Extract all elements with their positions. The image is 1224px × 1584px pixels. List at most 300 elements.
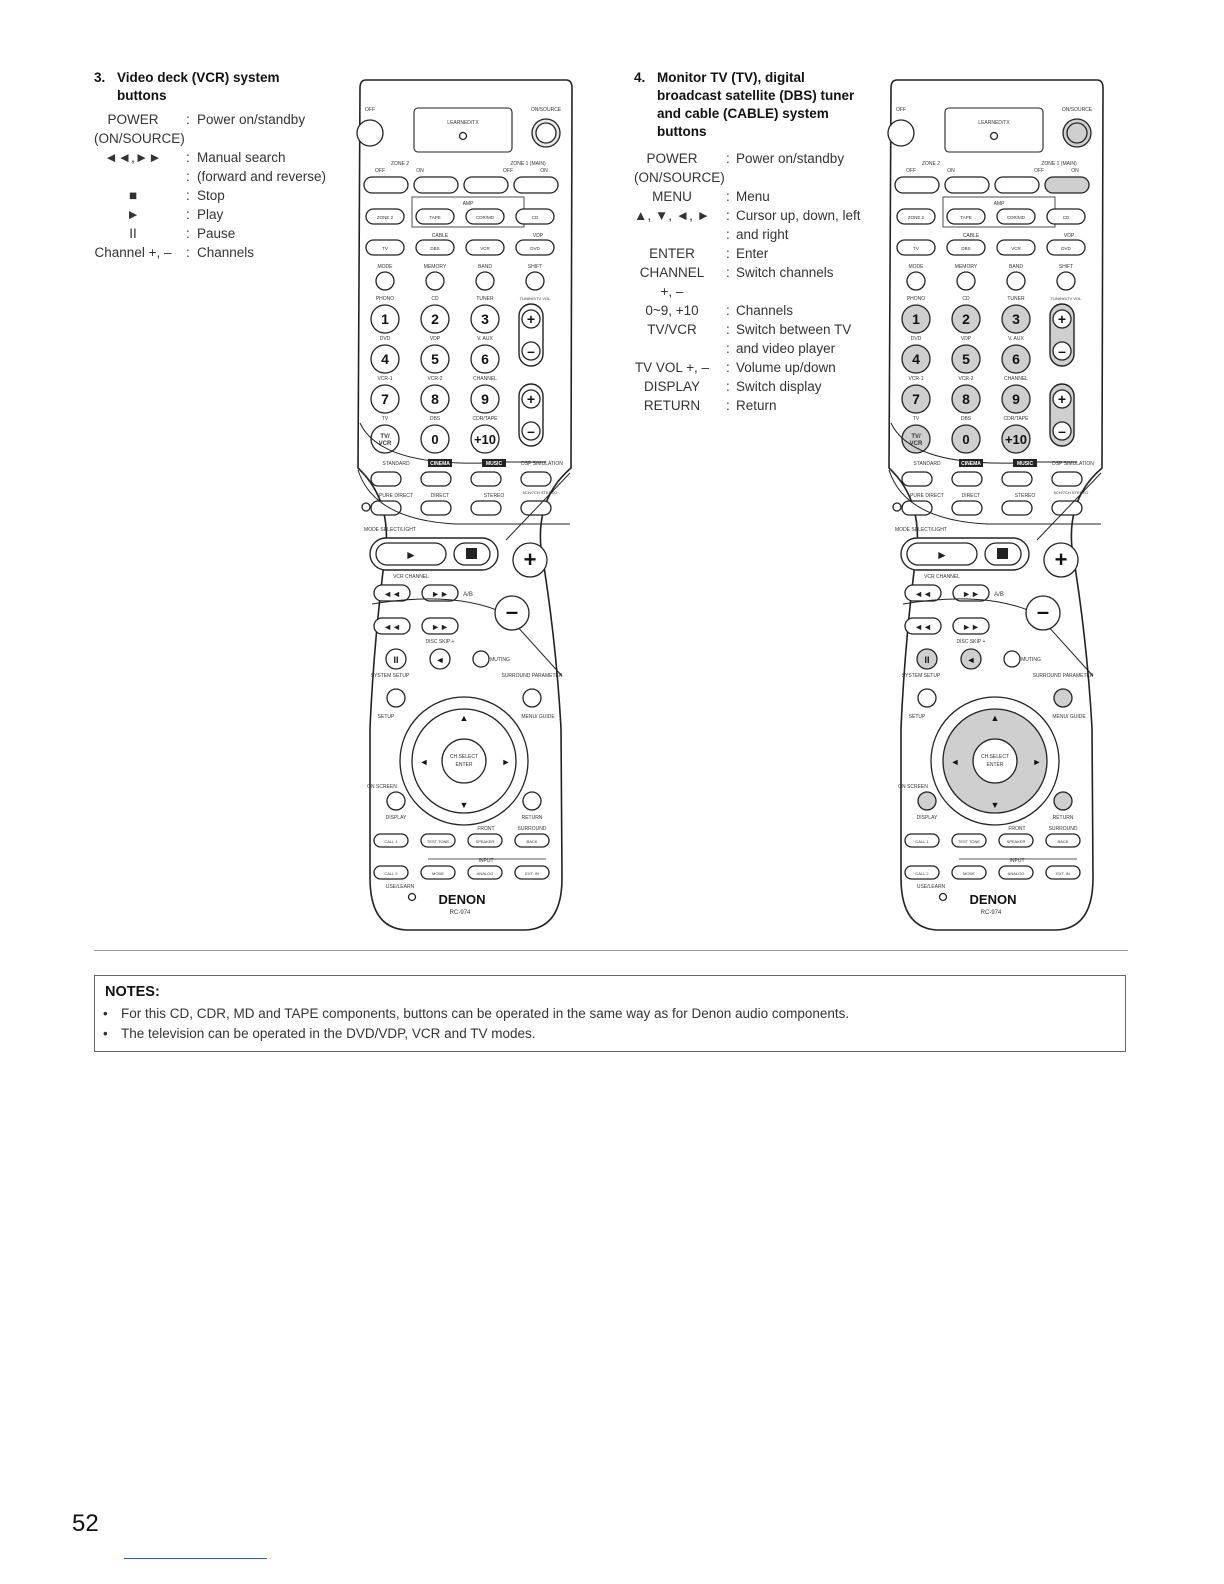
standard-label: STANDARD (382, 461, 410, 467)
colon: : (186, 169, 190, 184)
digit-label: 8 (431, 391, 439, 407)
button-key: DISPLAY (643, 379, 701, 394)
on-source-label: ON/SOURCE (1061, 107, 1093, 113)
function-button-label: MODE (963, 871, 975, 876)
on-source-inner (1067, 123, 1087, 143)
off-button-icon (357, 120, 383, 146)
system-setup-label: SYSTEM SETUP (370, 673, 410, 679)
zone-on-label: ON (416, 168, 424, 174)
button-key: MENU (652, 189, 692, 204)
volume-plus-label: + (523, 547, 537, 572)
function-button-label: TEST TONE (426, 839, 450, 844)
enter-button (973, 739, 1017, 783)
function-button-label: ANALOG (476, 871, 494, 876)
pause-icon: II (924, 655, 930, 665)
ch-select-label: CH.SELECT (980, 754, 1010, 760)
tv-vcr-label: TV/ (380, 434, 390, 440)
row-label: SHIFT (1058, 264, 1074, 270)
disc-skip-label: DISC SKIP + (425, 639, 455, 645)
colon: : (726, 265, 730, 280)
muting-label: MUTING (1021, 657, 1041, 663)
row-label: DVD (910, 336, 922, 342)
return-button (523, 792, 541, 810)
use-learn-led (409, 894, 416, 901)
button-key: TV VOL +, – (634, 360, 710, 375)
button-description: Volume up/down (736, 360, 836, 375)
front-label: FRONT (1008, 826, 1026, 832)
zone1-off-button (464, 177, 508, 193)
mode-button (902, 472, 932, 486)
button-key: POWER (646, 151, 698, 166)
volume-minus-label: – (1036, 599, 1050, 624)
zone1-on-button (1045, 177, 1089, 193)
ch-select-label: CH.SELECT (449, 754, 479, 760)
row-label: VCR-1 (908, 376, 924, 382)
row-label: PHONO (375, 296, 395, 302)
amp-label: AMP (993, 201, 1005, 207)
button-key: TV/VCR (647, 322, 697, 337)
row-label: MODE (908, 264, 924, 270)
button-description: Channels (197, 245, 255, 260)
button-description: (forward and reverse) (197, 169, 327, 184)
digit-label: 5 (962, 351, 970, 367)
dsp-label: DSP SIMULATION (521, 461, 563, 467)
zone-on-label: ON (1071, 168, 1079, 174)
zone2-label: ZONE 2 (390, 161, 410, 167)
section3-number: 3. (94, 70, 106, 85)
notes-box (94, 975, 1126, 1052)
vcr-channel-label: VCR CHANNEL (924, 574, 960, 580)
function-button-label: SPEAKER (1006, 839, 1026, 844)
source-button-label: DBS (961, 246, 971, 251)
on-screen-label: ON SCREEN (367, 784, 397, 790)
round-button (1057, 272, 1075, 290)
learn-display (414, 108, 512, 152)
digit-label: 4 (381, 351, 389, 367)
button-description: Stop (197, 188, 225, 203)
section4-title-line3: and cable (CABLE) system (657, 106, 829, 121)
ab-label: A/B (994, 592, 1004, 598)
channel-rocker-minus-label: – (1058, 423, 1066, 439)
display-label: DISPLAY (385, 815, 407, 821)
surround-label: SURROUND (1048, 826, 1078, 832)
section3-title-line2: buttons (117, 88, 167, 103)
button-row (94, 148, 397, 167)
tv-vol-rocker-minus-label: – (527, 343, 535, 359)
button-description: Switch display (736, 379, 822, 394)
source-button-label: DVD (530, 246, 540, 251)
zone1-label: ZONE 1 (MAIN) (1041, 161, 1077, 167)
mode-select-label: MODE SELECT/LIGHT (364, 527, 416, 533)
display-label: DISPLAY (916, 815, 938, 821)
zone-off-label: OFF (1034, 168, 1044, 174)
row-label: TUNING/TV VOL (519, 296, 551, 301)
section4-title-line1: Monitor TV (TV), digital (657, 70, 805, 85)
source-button-label: CDR/MD (1007, 215, 1025, 220)
left-arrow-icon: ◄ (419, 757, 429, 767)
channel-rocker-plus-label: + (526, 391, 536, 407)
function-button-label: EXT. IN (1056, 871, 1070, 876)
remote-illustration-tv (887, 78, 1107, 934)
function-button-label: CALL 2 (915, 871, 929, 876)
down-arrow-icon: ▼ (459, 800, 469, 810)
on-source-inner (536, 123, 556, 143)
surround-label: SURROUND (517, 826, 547, 832)
section4-number: 4. (634, 70, 646, 85)
digit-label: 7 (381, 391, 389, 407)
system-setup-label: SYSTEM SETUP (901, 673, 941, 679)
surround-parameter-button (523, 689, 541, 707)
section-divider (94, 950, 1128, 951)
mode-button (421, 472, 451, 486)
right-arrow-icon: ► (1032, 757, 1042, 767)
brand-logo: DENON (438, 892, 486, 907)
digit-label: 9 (481, 391, 489, 407)
row-label: TUNER (476, 296, 494, 302)
mode-select-label: MODE SELECT/LIGHT (895, 527, 947, 533)
on-source-label: ON/SOURCE (530, 107, 562, 113)
button-key: (ON/SOURCE) (94, 131, 185, 146)
note-item (103, 1006, 849, 1021)
tv-vol-rocker-minus-label: – (1058, 343, 1066, 359)
use-learn-label: USE/LEARN (916, 884, 946, 890)
system-setup-button (918, 689, 936, 707)
stereo-label: STEREO (1014, 493, 1036, 499)
learned-tx-label: LEARNED/TX (447, 120, 479, 126)
section4-title-line2: broadcast satellite (DBS) tuner (657, 88, 855, 103)
prev-icon: ◄◄ (383, 589, 401, 599)
round-button (907, 272, 925, 290)
zone2-label: ZONE 2 (921, 161, 941, 167)
five-ch-label: 5CH/7CH STEREO (1053, 490, 1089, 495)
row-label: SHIFT (527, 264, 543, 270)
function-button-label: SPEAKER (475, 839, 495, 844)
button-key: (ON/SOURCE) (634, 170, 725, 185)
zone-on-label: ON (947, 168, 955, 174)
row-label: VDP (960, 336, 972, 342)
row-label: CHANNEL (473, 376, 497, 382)
use-learn-label: USE/LEARN (385, 884, 415, 890)
row-label: CD (431, 296, 439, 302)
row-label: VDP (429, 336, 441, 342)
button-key: Channel +, – (94, 245, 172, 260)
volume-minus-label: – (505, 599, 519, 624)
remote-svg (356, 78, 576, 934)
cinema-label: CINEMA (430, 461, 450, 467)
row-label: CD (962, 296, 970, 302)
round-button (426, 272, 444, 290)
digit-label: 3 (481, 311, 489, 327)
mode-button (1052, 472, 1082, 486)
mode-button (371, 501, 401, 515)
footer-line (124, 1558, 267, 1559)
row-label: DBS (960, 416, 972, 422)
zone-off-label: OFF (375, 168, 385, 174)
row-label: PHONO (906, 296, 926, 302)
colon: : (726, 151, 730, 166)
colon: : (726, 379, 730, 394)
row-label: VCR-2 (958, 376, 974, 382)
left-arrow-icon: ◄ (950, 757, 960, 767)
mode-button (1002, 501, 1032, 515)
brand-logo: DENON (969, 892, 1017, 907)
zone1-label: ZONE 1 (MAIN) (510, 161, 546, 167)
colon: : (186, 188, 190, 203)
setup-label: SETUP (377, 714, 395, 720)
row-label: VCR-1 (377, 376, 393, 382)
page-number: 52 (72, 1510, 99, 1537)
source-button-label: ZONE 2 (376, 215, 394, 220)
button-description: Switch between TV (736, 322, 852, 337)
colon: : (726, 341, 730, 356)
enter-label: ENTER (986, 762, 1004, 768)
section3-heading (94, 69, 354, 109)
model-label: RC-974 (980, 910, 1002, 916)
row-label: DVD (379, 336, 391, 342)
cinema-label: CINEMA (961, 461, 981, 467)
colon: : (726, 322, 730, 337)
row-label: TV (381, 416, 389, 422)
indicator-led (362, 503, 370, 511)
button-key: II (129, 226, 137, 241)
row-label: MEMORY (423, 264, 447, 270)
note-item (103, 1026, 535, 1041)
row-label: BAND (1009, 264, 1023, 270)
five-ch-label: 5CH/7CH STEREO (522, 490, 558, 495)
music-label: MUSIC (485, 461, 503, 467)
next-icon: ►► (431, 589, 449, 599)
colon: : (726, 303, 730, 318)
button-description: Switch channels (736, 265, 834, 280)
row-label: CDR/TAPE (472, 416, 498, 422)
button-description: Play (197, 207, 224, 222)
mode-button (521, 472, 551, 486)
play-icon: ► (936, 548, 948, 562)
button-key: ◄◄,►► (104, 150, 162, 165)
mode-button (902, 501, 932, 515)
button-key: ▲, ▼, ◄, ► (634, 208, 710, 223)
row-label: BAND (478, 264, 492, 270)
indicator-led (893, 503, 901, 511)
colon: : (726, 246, 730, 261)
note-bullet: • (103, 1006, 108, 1021)
menu-guide-label: MENU/ GUIDE (1052, 714, 1086, 720)
colon: : (726, 398, 730, 413)
learn-led-icon (991, 133, 998, 140)
digit-label: 2 (962, 311, 970, 327)
muting-label: MUTING (490, 657, 510, 663)
button-row (94, 186, 397, 205)
music-label: MUSIC (1016, 461, 1034, 467)
button-description: Pause (197, 226, 236, 241)
button-key: ENTER (649, 246, 695, 261)
button-key: ► (126, 207, 140, 222)
model-label: RC-974 (449, 910, 471, 916)
section3-title-line1: Video deck (VCR) system (117, 70, 280, 85)
surround-parameter-button (1054, 689, 1072, 707)
mode-button (471, 472, 501, 486)
up-arrow-icon: ▲ (990, 713, 1000, 723)
digit-label: 8 (962, 391, 970, 407)
button-key: ■ (128, 188, 138, 203)
button-description: Enter (736, 246, 769, 261)
stop-icon (997, 548, 1008, 559)
row-label: V. AUX (477, 336, 493, 342)
source-button-label: VCR (480, 246, 490, 251)
button-key: CHANNEL (639, 265, 705, 280)
source-button-label: CD (531, 215, 539, 220)
round-button (1007, 272, 1025, 290)
use-learn-led (940, 894, 947, 901)
rew-icon: ◄◄ (914, 622, 932, 632)
tv-vcr-label: TV/ (911, 434, 921, 440)
source-button-label: TAPE (960, 215, 972, 220)
button-row (94, 224, 397, 243)
mode-button (371, 472, 401, 486)
learn-led-icon (460, 133, 467, 140)
channel-rocker-plus-label: + (1057, 391, 1067, 407)
skip-icon: ◄ (435, 655, 445, 665)
disc-skip-label: DISC SKIP + (956, 639, 986, 645)
button-key: POWER (107, 112, 159, 127)
vcr-channel-label: VCR CHANNEL (393, 574, 429, 580)
off-label: OFF (365, 107, 375, 113)
surround-parameter-label: SURROUND PARAMETER (501, 673, 563, 679)
row-label: TV (912, 416, 920, 422)
input-label: INPUT (478, 858, 494, 864)
button-description: Channels (736, 303, 794, 318)
row-label: DBS (429, 416, 441, 422)
source-button-label: DBS (430, 246, 440, 251)
button-row (94, 205, 397, 224)
button-key: +, – (660, 284, 684, 299)
digit-label: +10 (473, 432, 497, 447)
colon: : (186, 226, 190, 241)
return-button (1054, 792, 1072, 810)
tv-vol-rocker-plus-label: + (1057, 311, 1067, 327)
zone2-off-button (364, 177, 408, 193)
pure-direct-label: PURE DIRECT (379, 493, 413, 499)
function-button-label: EXT. IN (525, 871, 539, 876)
zone2-on-button (414, 177, 458, 193)
digit-label: 6 (481, 351, 489, 367)
row-label: CHANNEL (1004, 376, 1028, 382)
function-button-label: CALL 1 (384, 839, 398, 844)
digit-label: 9 (1012, 391, 1020, 407)
on-screen-label: ON SCREEN (898, 784, 928, 790)
row-label: MODE (377, 264, 393, 270)
colon: : (726, 360, 730, 375)
tv-vcr-label: VCR (378, 441, 392, 447)
stop-icon (466, 548, 477, 559)
digit-label: +10 (1004, 432, 1028, 447)
setup-label: SETUP (908, 714, 926, 720)
note-text: The television can be operated in the DVD/VDP, VCR and TV modes. (121, 1026, 536, 1041)
notes-title: NOTES: (105, 984, 160, 1000)
ff-icon: ►► (962, 622, 980, 632)
colon: : (726, 208, 730, 223)
function-button-label: TEST TONE (957, 839, 981, 844)
return-label: RETURN (521, 815, 543, 821)
remote-svg (887, 78, 1107, 934)
zone-off-label: OFF (503, 168, 513, 174)
input-label: INPUT (1009, 858, 1025, 864)
digit-label: 6 (1012, 351, 1020, 367)
volume-plus-label: + (1054, 547, 1068, 572)
source-button-label: TAPE (429, 215, 441, 220)
source-button-label: ZONE 2 (907, 215, 925, 220)
zone2-on-button (945, 177, 989, 193)
zone-on-label: ON (540, 168, 548, 174)
button-description: and video player (736, 341, 836, 356)
digit-label: 3 (1012, 311, 1020, 327)
section4-title-line4: buttons (657, 124, 707, 139)
right-arrow-icon: ► (501, 757, 511, 767)
button-key: 0~9, +10 (645, 303, 699, 318)
round-button (957, 272, 975, 290)
function-button-label: CALL 1 (915, 839, 929, 844)
up-arrow-icon: ▲ (459, 713, 469, 723)
display-button (387, 792, 405, 810)
learned-tx-label: LEARNED/TX (978, 120, 1010, 126)
section4-heading (634, 69, 884, 145)
display-button (918, 792, 936, 810)
function-button-label: ANALOG (1007, 871, 1025, 876)
dsp-label: DSP SIMULATION (1052, 461, 1094, 467)
stereo-label: STEREO (483, 493, 505, 499)
skip-icon: ◄ (966, 655, 976, 665)
digit-label: 5 (431, 351, 439, 367)
function-button-label: CALL 2 (384, 871, 398, 876)
colon: : (726, 227, 730, 242)
cable-label: CABLE (962, 233, 980, 239)
button-description: Manual search (197, 150, 286, 165)
note-text: For this CD, CDR, MD and TAPE components, buttons can be operated in the same way as for Denon audio components. (121, 1006, 850, 1021)
pure-direct-label: PURE DIRECT (910, 493, 944, 499)
digit-label: 4 (912, 351, 920, 367)
off-button-icon (888, 120, 914, 146)
pause-icon: II (393, 655, 399, 665)
mode-button (421, 501, 451, 515)
source-button-label: CDR/MD (476, 215, 494, 220)
source-button-label: TV (913, 246, 919, 251)
digit-label: 0 (431, 432, 439, 447)
source-button-label: TV (382, 246, 388, 251)
mode-button (952, 472, 982, 486)
row-label: MEMORY (954, 264, 978, 270)
button-row (94, 129, 397, 148)
zone1-off-button (995, 177, 1039, 193)
digit-label: 0 (962, 432, 970, 447)
rew-icon: ◄◄ (383, 622, 401, 632)
function-button-label: BACK (526, 839, 538, 844)
row-label: VCR-2 (427, 376, 443, 382)
row-label: TUNER (1007, 296, 1025, 302)
remote-illustration-vcr (356, 78, 576, 934)
button-description: Menu (736, 189, 770, 204)
source-button-label: VCR (1011, 246, 1021, 251)
row-label: TUNING/TV VOL (1050, 296, 1082, 301)
button-row (94, 110, 397, 129)
digit-label: 1 (912, 311, 920, 327)
row-label: V. AUX (1008, 336, 1024, 342)
return-label: RETURN (1052, 815, 1074, 821)
mode-button (471, 501, 501, 515)
direct-label: DIRECT (961, 493, 981, 499)
ff-icon: ►► (431, 622, 449, 632)
standard-label: STANDARD (913, 461, 941, 467)
zone2-off-button (895, 177, 939, 193)
